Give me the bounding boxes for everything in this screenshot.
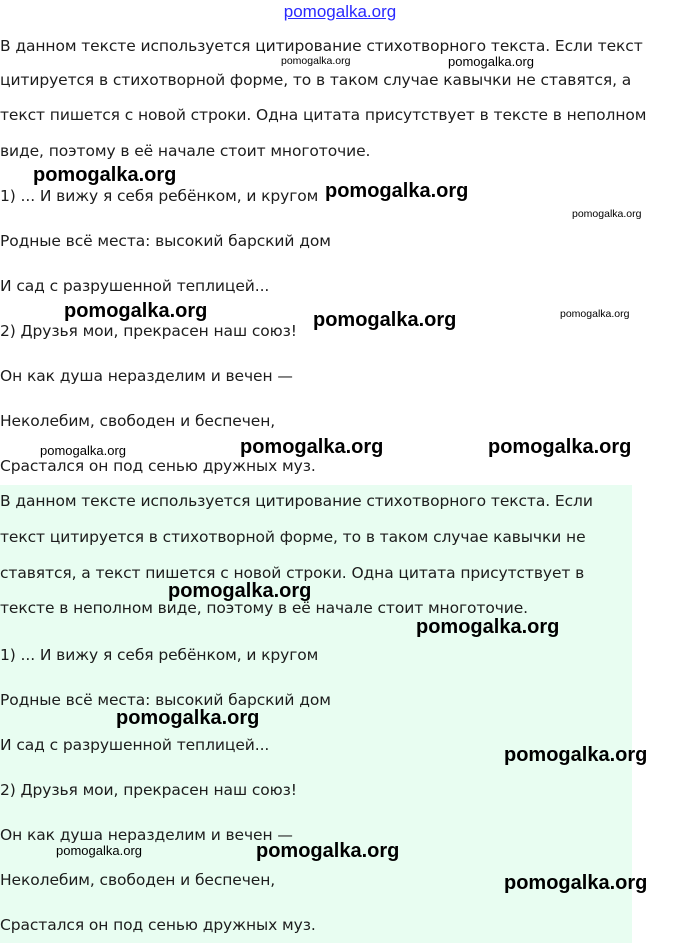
text-line: тексте в неполном виде, поэтому в её начале стоит многоточие. [0, 599, 529, 617]
watermark: pomogalka.org [325, 180, 469, 202]
watermark: pomogalka.org [504, 872, 648, 894]
watermark: pomogalka.org [281, 55, 351, 67]
text-line: Неколебим, свободен и беспечен, [0, 412, 276, 430]
watermark: pomogalka.org [416, 616, 560, 638]
text-line: Родные всё места: высокий барский дом [0, 232, 331, 250]
watermark: pomogalka.org [33, 164, 177, 186]
watermark: pomogalka.org [488, 436, 632, 458]
text-line: И сад с разрушенной теплицей... [0, 736, 270, 754]
text-line: Срастался он под сенью дружных муз. [0, 457, 316, 475]
text-line: 2) Друзья мои, прекрасен наш союз! [0, 322, 297, 340]
watermark: pomogalka.org [448, 54, 534, 69]
site-link[interactable]: pomogalka.org [283, 2, 397, 21]
watermark: pomogalka.org [56, 843, 142, 858]
text-line: ставятся, а текст пишется с новой строки. Одна цитата присутствует в [0, 564, 585, 582]
watermark: pomogalka.org [116, 707, 260, 729]
text-line: текст цитируется в стихотворной форме, то в таком случае кавычки не [0, 528, 586, 546]
text-line: 2) Друзья мои, прекрасен наш союз! [0, 781, 297, 799]
text-line: Родные всё места: высокий барский дом [0, 691, 331, 709]
text-line: цитируется в стихотворной форме, то в таком случае кавычки не ставятся, а [0, 71, 632, 89]
watermark: pomogalka.org [560, 308, 630, 320]
text-line: В данном тексте используется цитирование стихотворного текста. Если [0, 492, 593, 510]
text-line: Он как душа неразделим и вечен — [0, 826, 293, 844]
watermark: pomogalka.org [64, 300, 208, 322]
text-line: 1) ... И вижу я себя ребёнком, и кругом [0, 646, 319, 664]
text-line: 1) ... И вижу я себя ребёнком, и кругом [0, 187, 319, 205]
watermark: pomogalka.org [256, 840, 400, 862]
watermark: pomogalka.org [504, 744, 648, 766]
text-line: И сад с разрушенной теплицей... [0, 277, 270, 295]
text-line: Срастался он под сенью дружных муз. [0, 916, 316, 934]
watermark: pomogalka.org [168, 580, 312, 602]
answer-block-1 [0, 30, 680, 485]
watermark: pomogalka.org [572, 208, 642, 220]
text-line: Он как душа неразделим и вечен — [0, 367, 293, 385]
text-line: текст пишется с новой строки. Одна цитата присутствует в тексте в неполном [0, 106, 647, 124]
text-line: виде, поэтому в её начале стоит многоточие. [0, 142, 371, 160]
watermark: pomogalka.org [240, 436, 384, 458]
watermark: pomogalka.org [313, 309, 457, 331]
text-line: В данном тексте используется цитирование стихотворного текста. Если текст [0, 37, 643, 55]
watermark: pomogalka.org [40, 443, 126, 458]
text-line: Неколебим, свободен и беспечен, [0, 871, 276, 889]
